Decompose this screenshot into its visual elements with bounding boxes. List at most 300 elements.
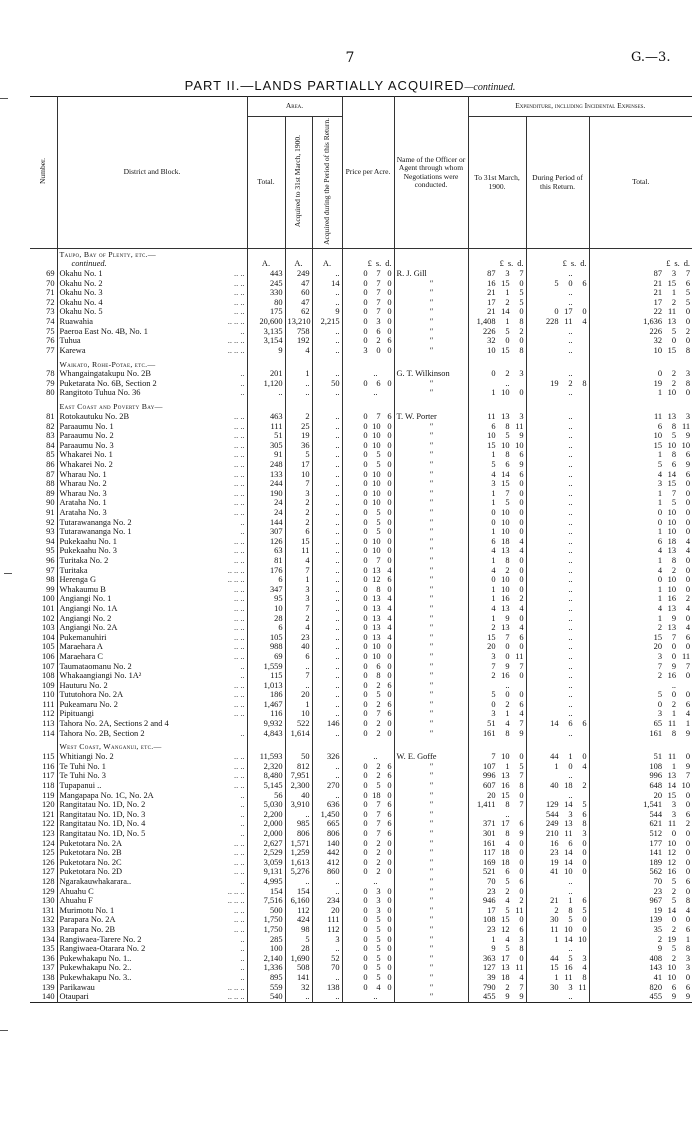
area-acquired: ..	[285, 992, 312, 1002]
exp-to-1900-pence: 0	[519, 508, 524, 518]
leader-dots: .. ..	[234, 469, 245, 479]
area-acquired: 1	[285, 575, 312, 585]
exp-to-1900	[468, 935, 526, 945]
exp-to-1900	[468, 346, 526, 356]
section-cell	[526, 402, 589, 412]
area-during: ..	[312, 614, 342, 624]
price-per-acre-pence: 0	[387, 982, 392, 992]
header-number: Number.	[30, 97, 57, 249]
exp-to-1900-shillings: 6	[505, 460, 510, 470]
price-per-acre	[342, 585, 394, 595]
units-cell	[247, 249, 285, 260]
area-during: 442	[312, 848, 342, 858]
table-row	[30, 781, 692, 791]
price-per-acre-shillings: 2	[376, 771, 381, 781]
exp-total-pence: 8	[685, 378, 691, 388]
price-per-acre-pounds: 0	[363, 412, 368, 422]
exp-total-shillings: 10	[667, 972, 677, 982]
price-per-acre-pounds: 0	[363, 790, 368, 800]
exp-during	[526, 752, 589, 762]
exp-to-1900-pounds: 2	[491, 671, 496, 681]
row-number: 85	[30, 450, 57, 460]
area-total: 201	[247, 369, 285, 379]
area-acquired: 1,614	[285, 729, 312, 739]
exp-total-pence: 7	[685, 771, 691, 781]
leader-dots: ..	[240, 944, 245, 954]
area-acquired: 3	[285, 489, 312, 499]
price-per-acre: ..	[342, 388, 394, 398]
exp-total	[589, 379, 692, 389]
exp-total-pence: 4	[685, 709, 691, 719]
exp-during-pence: 10	[578, 934, 587, 944]
header-exp-during: During Period of this Return.	[526, 117, 589, 249]
exp-to-1900	[468, 441, 526, 451]
table-row	[30, 983, 692, 993]
exp-during	[526, 719, 589, 729]
exp-during-pence: 4	[582, 963, 587, 973]
table-row	[30, 762, 692, 772]
row-number: 123	[30, 829, 57, 839]
price-per-acre-pounds: 0	[363, 575, 368, 585]
exp-total-shillings: 9	[671, 992, 677, 1002]
leader-dots: .. ..	[234, 651, 245, 661]
exp-total-shillings: 8	[671, 450, 677, 460]
section-cell	[285, 402, 312, 412]
row-number: 69	[30, 269, 57, 279]
exp-total-pence: 9	[685, 761, 691, 771]
exp-total	[589, 729, 692, 739]
price-per-acre-shillings: 10	[372, 498, 381, 508]
exp-during-pounds: 21	[550, 896, 559, 906]
area-during: ..	[312, 489, 342, 499]
price-per-acre	[342, 662, 394, 672]
unit-acres: A.	[312, 259, 342, 269]
exp-total	[589, 829, 692, 839]
row-number: 110	[30, 690, 57, 700]
area-total: 307	[247, 527, 285, 537]
exp-to-1900-pence: 0	[519, 555, 524, 565]
unit-acres: A.	[285, 259, 312, 269]
block-name	[57, 771, 247, 781]
price-per-acre	[342, 700, 394, 710]
exp-during-pence: 6	[582, 278, 587, 288]
area-total: 5,145	[247, 781, 285, 791]
exp-total	[589, 925, 692, 935]
price-per-acre-shillings: 10	[372, 479, 381, 489]
officer-name: "	[394, 546, 468, 556]
price-per-acre-pence: 4	[387, 623, 392, 633]
exp-during: ..	[526, 652, 589, 662]
officer-name: "	[394, 771, 468, 781]
exp-to-1900-shillings: 8	[505, 555, 510, 565]
exp-to-1900-pounds: 0	[491, 575, 496, 585]
area-during: ..	[312, 527, 342, 537]
exp-total	[589, 652, 692, 662]
row-number: 112	[30, 709, 57, 719]
price-per-acre-shillings: 5	[376, 527, 381, 537]
table-row	[30, 336, 692, 346]
exp-during: ..	[526, 470, 589, 480]
area-total: 1,336	[247, 963, 285, 973]
exp-total-pence: 0	[685, 867, 691, 877]
table-row	[30, 527, 692, 537]
exp-to-1900-pence: 0	[519, 642, 524, 652]
table-row	[30, 614, 692, 624]
price-per-acre-pence: 0	[387, 345, 392, 355]
exp-total-pounds: 0	[657, 517, 663, 527]
area-during: ..	[312, 791, 342, 801]
unit-l: £	[499, 259, 504, 269]
block-name-text: Rotokautuku No. 2B	[59, 412, 130, 422]
exp-total-pounds: 6	[657, 536, 663, 546]
block-name-text: Ruawahia	[59, 316, 93, 326]
exp-to-1900-shillings: 2	[505, 699, 510, 709]
exp-to-1900	[468, 508, 526, 518]
area-acquired: 424	[285, 915, 312, 925]
exp-total	[589, 327, 692, 337]
leader-dots: .. .. ..	[227, 316, 245, 326]
price-per-acre-pence: 0	[387, 278, 392, 288]
exp-total-pence: 6	[685, 982, 691, 992]
exp-during-shillings: 3	[568, 809, 573, 819]
officer-name: "	[394, 662, 468, 672]
exp-during-pounds: 129	[545, 800, 559, 810]
area-total: 500	[247, 906, 285, 916]
price-per-acre-pounds: 0	[363, 934, 368, 944]
price-per-acre-shillings: 5	[376, 934, 381, 944]
table-row	[30, 633, 692, 643]
exp-during-pounds: 15	[550, 963, 559, 973]
price-per-acre	[342, 709, 394, 719]
price-per-acre-shillings: 5	[376, 450, 381, 460]
table-row	[30, 518, 692, 528]
officer-name: "	[394, 388, 468, 398]
section-cell	[526, 742, 589, 752]
exp-total-pounds: 3	[657, 709, 663, 719]
table-row	[30, 470, 692, 480]
exp-total-pounds: 41	[653, 972, 663, 982]
exp-total	[589, 906, 692, 916]
exp-during: ..	[526, 594, 589, 604]
exp-during: ..	[526, 327, 589, 337]
officer-name: R. J. Gill	[394, 269, 468, 279]
exp-to-1900-pence: 0	[519, 488, 524, 498]
leader-dots: .. ..	[234, 623, 245, 633]
officer-name: "	[394, 450, 468, 460]
section-cell	[247, 742, 285, 752]
exp-to-1900-pence: 0	[519, 575, 524, 585]
area-total: 9,932	[247, 719, 285, 729]
table-row	[30, 431, 692, 441]
exp-total-pence: 0	[685, 642, 691, 652]
area-during: ..	[312, 346, 342, 356]
price-per-acre-pounds: 0	[363, 632, 368, 642]
officer-name: "	[394, 709, 468, 719]
block-name-text: Paeroa East No. 4B, No. 1	[59, 326, 148, 336]
exp-total	[589, 269, 692, 279]
area-acquired: 62	[285, 307, 312, 317]
officer-name: "	[394, 935, 468, 945]
area-acquired: 985	[285, 819, 312, 829]
area-acquired: 2	[285, 508, 312, 518]
block-name	[57, 781, 247, 791]
table-row	[30, 508, 692, 518]
exp-during: ..	[526, 642, 589, 652]
units-cell	[342, 249, 394, 260]
exp-to-1900-pence: 11	[515, 421, 524, 431]
area-acquired: 32	[285, 983, 312, 993]
exp-total-pounds: 648	[649, 781, 663, 791]
unit-d: d.	[580, 259, 587, 269]
row-number: 130	[30, 896, 57, 906]
price-per-acre-pounds: 0	[363, 565, 368, 575]
block-name	[57, 819, 247, 829]
area-during: ..	[312, 771, 342, 781]
exp-to-1900	[468, 369, 526, 379]
price-per-acre-pounds: 0	[363, 924, 368, 934]
price-per-acre-pence: 6	[387, 412, 392, 422]
price-per-acre-shillings: 2	[376, 699, 381, 709]
block-name	[57, 791, 247, 801]
exp-to-1900-pence: 9	[519, 992, 524, 1002]
area-total: 91	[247, 450, 285, 460]
exp-to-1900	[468, 575, 526, 585]
officer-name: "	[394, 954, 468, 964]
exp-to-1900-shillings: 10	[501, 388, 510, 398]
section-cell	[468, 742, 526, 752]
exp-to-1900-shillings: 1	[505, 288, 510, 298]
section-cell	[342, 742, 394, 752]
price-per-acre-pounds: 0	[363, 761, 368, 771]
area-acquired: 15	[285, 537, 312, 547]
price-per-acre-pounds: 0	[363, 440, 368, 450]
exp-to-1900-shillings: 5	[505, 876, 510, 886]
price-per-acre-pounds: 0	[363, 809, 368, 819]
block-name-text: Wharau No. 1	[59, 469, 107, 479]
area-total: 5,030	[247, 800, 285, 810]
price-per-acre-pence: 0	[387, 963, 392, 973]
price-per-acre	[342, 489, 394, 499]
exp-during: ..	[526, 489, 589, 499]
exp-to-1900-pounds: 161	[482, 728, 496, 738]
exp-total-pounds: 23	[653, 886, 663, 896]
price-per-acre-shillings: 2	[376, 848, 381, 858]
leader-dots: .. ..	[234, 915, 245, 925]
exp-during-pounds: 2	[554, 905, 559, 915]
exp-total-pounds: 32	[653, 336, 663, 346]
price-per-acre-shillings: 8	[376, 584, 381, 594]
exp-during	[526, 867, 589, 877]
exp-to-1900-pence: 2	[519, 896, 524, 906]
exp-total-shillings: 15	[667, 479, 677, 489]
row-number: 71	[30, 288, 57, 298]
exp-to-1900-pounds: 161	[482, 838, 496, 848]
leader-dots: ..	[240, 819, 245, 829]
area-acquired: 1	[285, 369, 312, 379]
area-during: ..	[312, 585, 342, 595]
block-name-text: Karewa	[59, 345, 86, 355]
price-per-acre	[342, 915, 394, 925]
exp-to-1900-pence: 2	[519, 594, 524, 604]
exp-during: ..	[526, 450, 589, 460]
exp-during-shillings: 14	[564, 800, 573, 810]
exp-total-pounds: 408	[649, 953, 663, 963]
exp-total	[589, 771, 692, 781]
price-per-acre	[342, 327, 394, 337]
exp-to-1900-pounds: 1	[491, 527, 496, 537]
table-row	[30, 858, 692, 868]
exp-total-pence: 3	[685, 953, 691, 963]
exp-total-shillings: 5	[671, 326, 677, 336]
area-total: 95	[247, 594, 285, 604]
row-number: 73	[30, 307, 57, 317]
price-per-acre-pence: 0	[387, 584, 392, 594]
table-row	[30, 963, 692, 973]
exp-to-1900-shillings: 10	[501, 752, 510, 762]
exp-total-pounds: 2	[657, 671, 663, 681]
officer-name: "	[394, 431, 468, 441]
exp-during-pence: 3	[582, 829, 587, 839]
officer-name: "	[394, 729, 468, 739]
block-name-text: Whitiangi No. 2	[59, 752, 114, 762]
section-heading-cont: continued.	[57, 259, 247, 269]
area-acquired: 7	[285, 671, 312, 681]
area-during: ..	[312, 460, 342, 470]
row-number: 96	[30, 556, 57, 566]
exp-to-1900: ..	[468, 810, 526, 820]
row-number: 136	[30, 954, 57, 964]
price-per-acre-pence: 6	[387, 829, 392, 839]
block-name-text: Taumataomanu No. 2	[59, 661, 132, 671]
area-total: 3,154	[247, 336, 285, 346]
block-name-text: Rangiwaea-Otarara No. 2	[59, 944, 146, 954]
area-during: 20	[312, 906, 342, 916]
area-acquired: 141	[285, 973, 312, 983]
block-name-text: Okahu No. 5	[59, 307, 103, 317]
area-total: 1,750	[247, 915, 285, 925]
units-cell	[394, 249, 468, 260]
price-per-acre	[342, 719, 394, 729]
area-acquired: 10	[285, 470, 312, 480]
area-total: 1,467	[247, 700, 285, 710]
area-acquired: ..	[285, 388, 312, 398]
exp-to-1900-pounds: 3	[491, 709, 496, 719]
exp-to-1900-pounds: 3	[491, 651, 496, 661]
leader-dots: .. ..	[234, 297, 245, 307]
exp-to-1900-pounds: 4	[491, 603, 496, 613]
exp-to-1900-pounds: 39	[487, 972, 496, 982]
leader-dots: .. ..	[234, 699, 245, 709]
area-acquired: 758	[285, 327, 312, 337]
exp-to-1900-pounds: 6	[491, 421, 496, 431]
price-per-acre-shillings: 2	[376, 719, 381, 729]
exp-total-pence: 9	[685, 728, 691, 738]
exp-to-1900-pounds: 10	[487, 345, 496, 355]
exp-to-1900-pounds: 21	[487, 307, 496, 317]
exp-total	[589, 623, 692, 633]
block-name-text: Paraaumu No. 2	[59, 431, 114, 441]
exp-during-shillings: 6	[568, 838, 573, 848]
exp-total-pounds: 70	[653, 876, 663, 886]
price-per-acre	[342, 518, 394, 528]
price-per-acre-shillings: 2	[376, 680, 381, 690]
exp-total-pounds: 226	[649, 326, 663, 336]
exp-during	[526, 829, 589, 839]
area-acquired: 2	[285, 614, 312, 624]
table-row	[30, 709, 692, 719]
officer-name: "	[394, 762, 468, 772]
exp-to-1900-shillings: 16	[501, 671, 510, 681]
block-name-text: Whangaingatakupu No. 2B	[59, 369, 151, 379]
row-number: 83	[30, 431, 57, 441]
exp-total-shillings: 2	[671, 924, 677, 934]
price-per-acre	[342, 346, 394, 356]
officer-name: "	[394, 642, 468, 652]
block-name-text: Mangapapa No. 1C, No. 2A	[59, 790, 154, 800]
exp-to-1900-shillings: 14	[501, 469, 510, 479]
block-name-text: Puketotara No. 2A	[59, 838, 123, 848]
exp-total-pence: 0	[685, 336, 691, 346]
exp-total	[589, 935, 692, 945]
area-during: ..	[312, 422, 342, 432]
price-per-acre	[342, 839, 394, 849]
area-total: 80	[247, 298, 285, 308]
price-per-acre	[342, 671, 394, 681]
block-name-text: Tutarawananga No. 2	[59, 517, 132, 527]
exp-total-shillings: 10	[667, 575, 677, 585]
block-name	[57, 867, 247, 877]
exp-total-pence: 3	[685, 412, 691, 422]
row-number: 80	[30, 388, 57, 398]
row-number: 75	[30, 327, 57, 337]
price-per-acre-pounds: 0	[363, 905, 368, 915]
exp-total	[589, 546, 692, 556]
row-number: 116	[30, 762, 57, 772]
area-total: 126	[247, 537, 285, 547]
area-during: 665	[312, 819, 342, 829]
exp-during: ..	[526, 944, 589, 954]
price-per-acre-pence: 6	[387, 699, 392, 709]
exp-total	[589, 752, 692, 762]
price-per-acre-pounds: 0	[363, 555, 368, 565]
exp-to-1900-pence: 6	[519, 924, 524, 934]
table-row	[30, 369, 692, 379]
leader-dots: .. ..	[234, 761, 245, 771]
exp-to-1900-shillings: 5	[505, 498, 510, 508]
block-name-text: Tahora No. 2A, Sections 2 and 4	[59, 719, 169, 729]
price-per-acre	[342, 317, 394, 327]
block-name-text: Maraehara C	[59, 651, 103, 661]
section-cell	[468, 359, 526, 369]
exp-to-1900	[468, 700, 526, 710]
exp-during: ..	[526, 288, 589, 298]
exp-total-shillings: 9	[671, 613, 677, 623]
unit-l: £	[562, 259, 567, 269]
price-per-acre-shillings: 5	[376, 517, 381, 527]
leader-dots: .. ..	[234, 709, 245, 719]
area-acquired: 1	[285, 700, 312, 710]
exp-to-1900-shillings: 4	[505, 719, 510, 729]
exp-during	[526, 906, 589, 916]
price-per-acre	[342, 546, 394, 556]
units-cell	[30, 249, 57, 260]
exp-to-1900-pence: 0	[519, 388, 524, 398]
block-name	[57, 489, 247, 499]
price-per-acre-pence: 6	[387, 771, 392, 781]
block-name-text: Okahu No. 4	[59, 297, 103, 307]
section-heading: East Coast and Poverty Bay—	[57, 402, 247, 412]
exp-during-pounds: 5	[554, 278, 559, 288]
